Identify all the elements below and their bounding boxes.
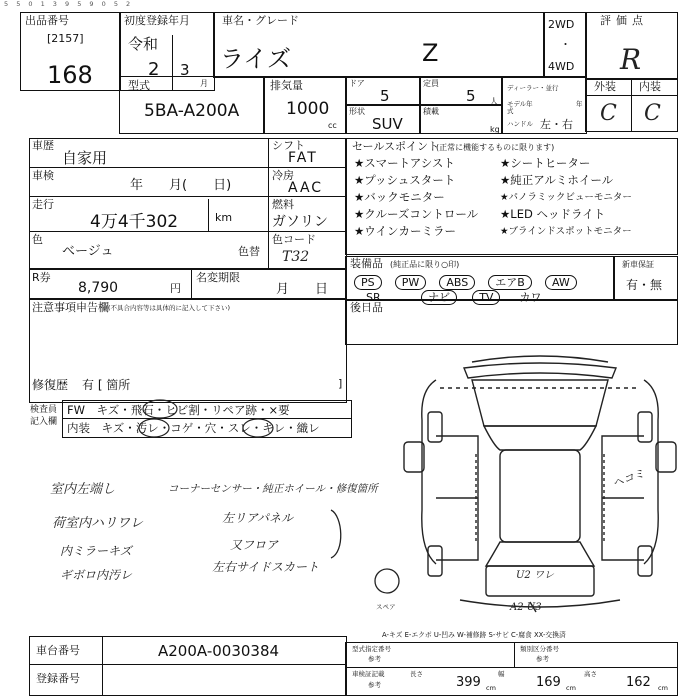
chassis: A200A-0030384 bbox=[158, 642, 280, 660]
exterior-value: C bbox=[600, 101, 617, 126]
handnote-right: 左右サイドスカート bbox=[212, 560, 320, 574]
sales-item: ★LED ヘッドライト bbox=[500, 207, 606, 221]
interior-label: 内装 bbox=[639, 80, 661, 93]
bracket-mark bbox=[327, 506, 351, 562]
equip-pw: PW bbox=[395, 275, 427, 290]
exterior-label: 外装 bbox=[594, 80, 616, 93]
sales-box bbox=[345, 138, 678, 255]
warranty-box bbox=[613, 256, 678, 301]
ac: AAC bbox=[288, 180, 324, 196]
load-label: 積載 bbox=[423, 107, 439, 116]
model: 5BA-A200A bbox=[144, 101, 240, 121]
footer-left bbox=[29, 636, 347, 696]
history-label: 車歴 bbox=[32, 139, 54, 152]
model-box bbox=[119, 76, 265, 134]
month-unit: 月 bbox=[200, 79, 208, 88]
circle-mark bbox=[137, 417, 171, 439]
equip-navi: ナビ bbox=[421, 290, 457, 305]
color-label: 色 bbox=[32, 233, 43, 246]
capacity: 5 bbox=[466, 87, 476, 105]
shift-label: シフト bbox=[272, 139, 305, 152]
after-label: 後日品 bbox=[350, 301, 383, 314]
equip-tv: TV bbox=[472, 290, 500, 305]
sales-label: セールスポイント bbox=[352, 140, 440, 153]
shape-box bbox=[345, 104, 421, 134]
lot-label: 出品番号 bbox=[25, 14, 69, 27]
height-label: 高さ bbox=[584, 670, 597, 678]
fuel-label: 燃料 bbox=[272, 198, 294, 211]
shift: FAT bbox=[288, 150, 318, 166]
history: 自家用 bbox=[62, 149, 108, 167]
mileage: 4万4千302 bbox=[90, 212, 179, 232]
displacement-box bbox=[263, 76, 347, 134]
load-box bbox=[419, 104, 503, 134]
chassis-label: 車台番号 bbox=[36, 644, 80, 657]
handnote-left: 室内左端し bbox=[50, 482, 116, 497]
recycle-value: 8,790 bbox=[78, 280, 119, 296]
length-unit: cm bbox=[486, 684, 496, 692]
equip-abs: ABS bbox=[439, 275, 475, 290]
drive-box bbox=[543, 12, 587, 78]
notes-sub: (不具合内容等は具体的に記入して下さい) bbox=[108, 304, 231, 312]
sales-item: ★プッシュスタート bbox=[354, 173, 456, 187]
spare-tire-icon bbox=[372, 566, 402, 596]
capacity-box bbox=[419, 76, 503, 106]
handnote-right: 又フロア bbox=[230, 538, 279, 552]
equipment-label: 装備品 bbox=[350, 257, 383, 270]
handnote-left: ギボロ内汚レ bbox=[60, 568, 133, 582]
width: 169 bbox=[536, 675, 561, 690]
lot-bracket: [2157] bbox=[47, 32, 84, 45]
car-name: ライズ bbox=[220, 45, 292, 73]
title-label: 名変期限 bbox=[196, 271, 240, 284]
color-code: T32 bbox=[282, 249, 310, 265]
equip-aw: AW bbox=[545, 275, 577, 290]
color-code-label: 色コード bbox=[272, 233, 316, 246]
ext-int-box bbox=[585, 78, 678, 132]
top-strip: 5 5 0 1 3 9 5 9 0 5 2 bbox=[4, 0, 134, 8]
repair-close: ] bbox=[338, 377, 343, 390]
shape: SUV bbox=[372, 115, 403, 133]
sales-item: ★スマートアシスト bbox=[354, 156, 455, 170]
sales-item: ★ブラインドスポットモニター bbox=[500, 226, 632, 237]
sales-sub: (正常に機能するものに限ります) bbox=[436, 143, 555, 152]
width-label: 幅 bbox=[498, 670, 505, 678]
mileage-unit: km bbox=[215, 211, 233, 224]
car-name-label: 車名・グレード bbox=[222, 14, 299, 27]
color: ベージュ bbox=[62, 244, 114, 259]
repair-value: 有 [ 箇所 bbox=[82, 378, 131, 392]
car-diagram bbox=[400, 350, 680, 622]
handnote-left: 内ミラーキズ bbox=[60, 544, 132, 558]
handnote-left: 荷室内ハリワレ bbox=[52, 516, 144, 531]
equip-airbag: エアB bbox=[488, 275, 532, 290]
inspection-label: 車検 bbox=[32, 169, 54, 182]
handnote-right: 左リアパネル bbox=[222, 511, 294, 525]
doors-box bbox=[345, 76, 421, 106]
sales-item: ★純正アルミホイール bbox=[500, 173, 614, 187]
sales-list-right bbox=[500, 155, 632, 240]
repair-label: 修復歴 bbox=[32, 378, 69, 392]
dealer-box bbox=[501, 76, 587, 134]
equip-sr: SR bbox=[366, 291, 381, 304]
handnote-right: コーナーセンサー・純正ホイール・修復箇所 bbox=[168, 483, 378, 495]
ac-label: 冷房 bbox=[272, 169, 294, 182]
sales-item: ★パノラミックビューモニター bbox=[500, 192, 632, 203]
spec-number-label: 型式指定番号 bbox=[352, 645, 391, 653]
length: 399 bbox=[456, 675, 481, 690]
warranty-label: 新車保証 bbox=[622, 260, 654, 269]
drive-2wd: 2WD bbox=[548, 18, 575, 31]
inspector-label2: 記入欄 bbox=[30, 417, 58, 427]
era: 令和 bbox=[128, 35, 159, 53]
displacement-label: 排気量 bbox=[270, 79, 303, 92]
sales-item: ★クルーズコントロール bbox=[354, 207, 479, 221]
equipment-sub: (純正品に限り○印) bbox=[390, 260, 460, 269]
first-reg-label: 初度登録年月 bbox=[124, 14, 190, 27]
lot-box bbox=[20, 12, 121, 91]
handle-label: ハンドル bbox=[507, 120, 533, 128]
ref-label: 参考 bbox=[536, 655, 549, 663]
repaint-label: 色替 bbox=[238, 245, 260, 258]
spare-label: スペア bbox=[376, 603, 396, 611]
mileage-label: 走行 bbox=[32, 198, 54, 211]
load-unit: kg bbox=[490, 125, 500, 134]
grade-box bbox=[585, 12, 678, 80]
equipment-box bbox=[345, 256, 615, 304]
inspector-label1: 検査員 bbox=[30, 405, 58, 415]
inspector-row1: FW キズ・飛石・ヒビ割・リペア跡・×要 bbox=[67, 403, 290, 417]
after-box bbox=[345, 299, 678, 345]
drive-4wd: 4WD bbox=[548, 60, 575, 73]
diagram-mark: A2 U3 bbox=[510, 602, 542, 613]
grade: Z bbox=[422, 39, 439, 67]
notes-label: 注意事項申告欄 bbox=[32, 301, 109, 314]
inspection-value: 年 月( 日) bbox=[130, 178, 232, 193]
sales-item: ★バックモニター bbox=[354, 190, 445, 204]
recycle-label: R券 bbox=[32, 271, 51, 284]
title-value: 月 日 bbox=[276, 282, 329, 297]
model-label: 型式 bbox=[128, 79, 150, 92]
sales-item: ★ウインカーミラー bbox=[354, 224, 456, 238]
grade-label: 評価点 bbox=[600, 14, 648, 27]
capacity-unit: 人 bbox=[490, 97, 498, 106]
footer-right bbox=[345, 642, 678, 696]
inspector-row2: 内装 キズ・汚レ・コゲ・穴・スレ・キレ・織レ bbox=[67, 421, 320, 435]
shape-label: 形状 bbox=[349, 107, 365, 116]
interior-value: C bbox=[644, 101, 661, 126]
car-name-box bbox=[213, 12, 545, 78]
model-year-unit: 年 bbox=[576, 100, 583, 108]
equip-leather: カワ bbox=[519, 291, 542, 304]
diagram-mark: ヘコミ bbox=[610, 466, 647, 491]
height: 162 bbox=[626, 675, 651, 690]
dims-label: 車検証記載 bbox=[352, 670, 385, 678]
height-unit: cm bbox=[658, 684, 668, 692]
diagram-mark: U2 ワレ bbox=[516, 570, 554, 581]
drive-dot: ・ bbox=[560, 38, 571, 51]
lot-number: 168 bbox=[47, 61, 93, 89]
handle: 左・右 bbox=[540, 118, 573, 131]
displacement: 1000 bbox=[286, 99, 330, 119]
damage-legend: A-キズ E-エクボ U-凹み W-補修跡 S-サビ C-腐食 XX-交換済 bbox=[382, 631, 566, 639]
fuel: ガソリン bbox=[272, 214, 328, 230]
length-label: 長さ bbox=[410, 670, 423, 678]
circle-mark bbox=[241, 417, 275, 439]
grade-value: R bbox=[620, 43, 642, 76]
width-unit: cm bbox=[566, 684, 576, 692]
model-year-label: モデル年式 bbox=[507, 100, 533, 115]
ref-label: 参考 bbox=[368, 655, 381, 663]
class-number-label: 類別区分番号 bbox=[520, 645, 559, 653]
dealer-label: ディーラー・並行 bbox=[507, 84, 559, 92]
inspector-box bbox=[62, 400, 352, 438]
equip-ps: PS bbox=[354, 275, 382, 290]
reg-year: 2 bbox=[148, 59, 160, 80]
recycle-unit: 円 bbox=[170, 282, 181, 295]
doors-label: ドア bbox=[349, 79, 365, 88]
ref-label: 参考 bbox=[368, 681, 381, 689]
displacement-unit: cc bbox=[328, 121, 337, 130]
sales-list-left bbox=[354, 155, 478, 240]
reg-label: 登録番号 bbox=[36, 672, 80, 685]
reg-month: 3 bbox=[180, 61, 190, 79]
warranty-value: 有・無 bbox=[626, 278, 663, 292]
capacity-label: 定員 bbox=[423, 79, 439, 88]
doors: 5 bbox=[380, 87, 390, 105]
sales-item: ★シートヒーター bbox=[500, 156, 591, 170]
